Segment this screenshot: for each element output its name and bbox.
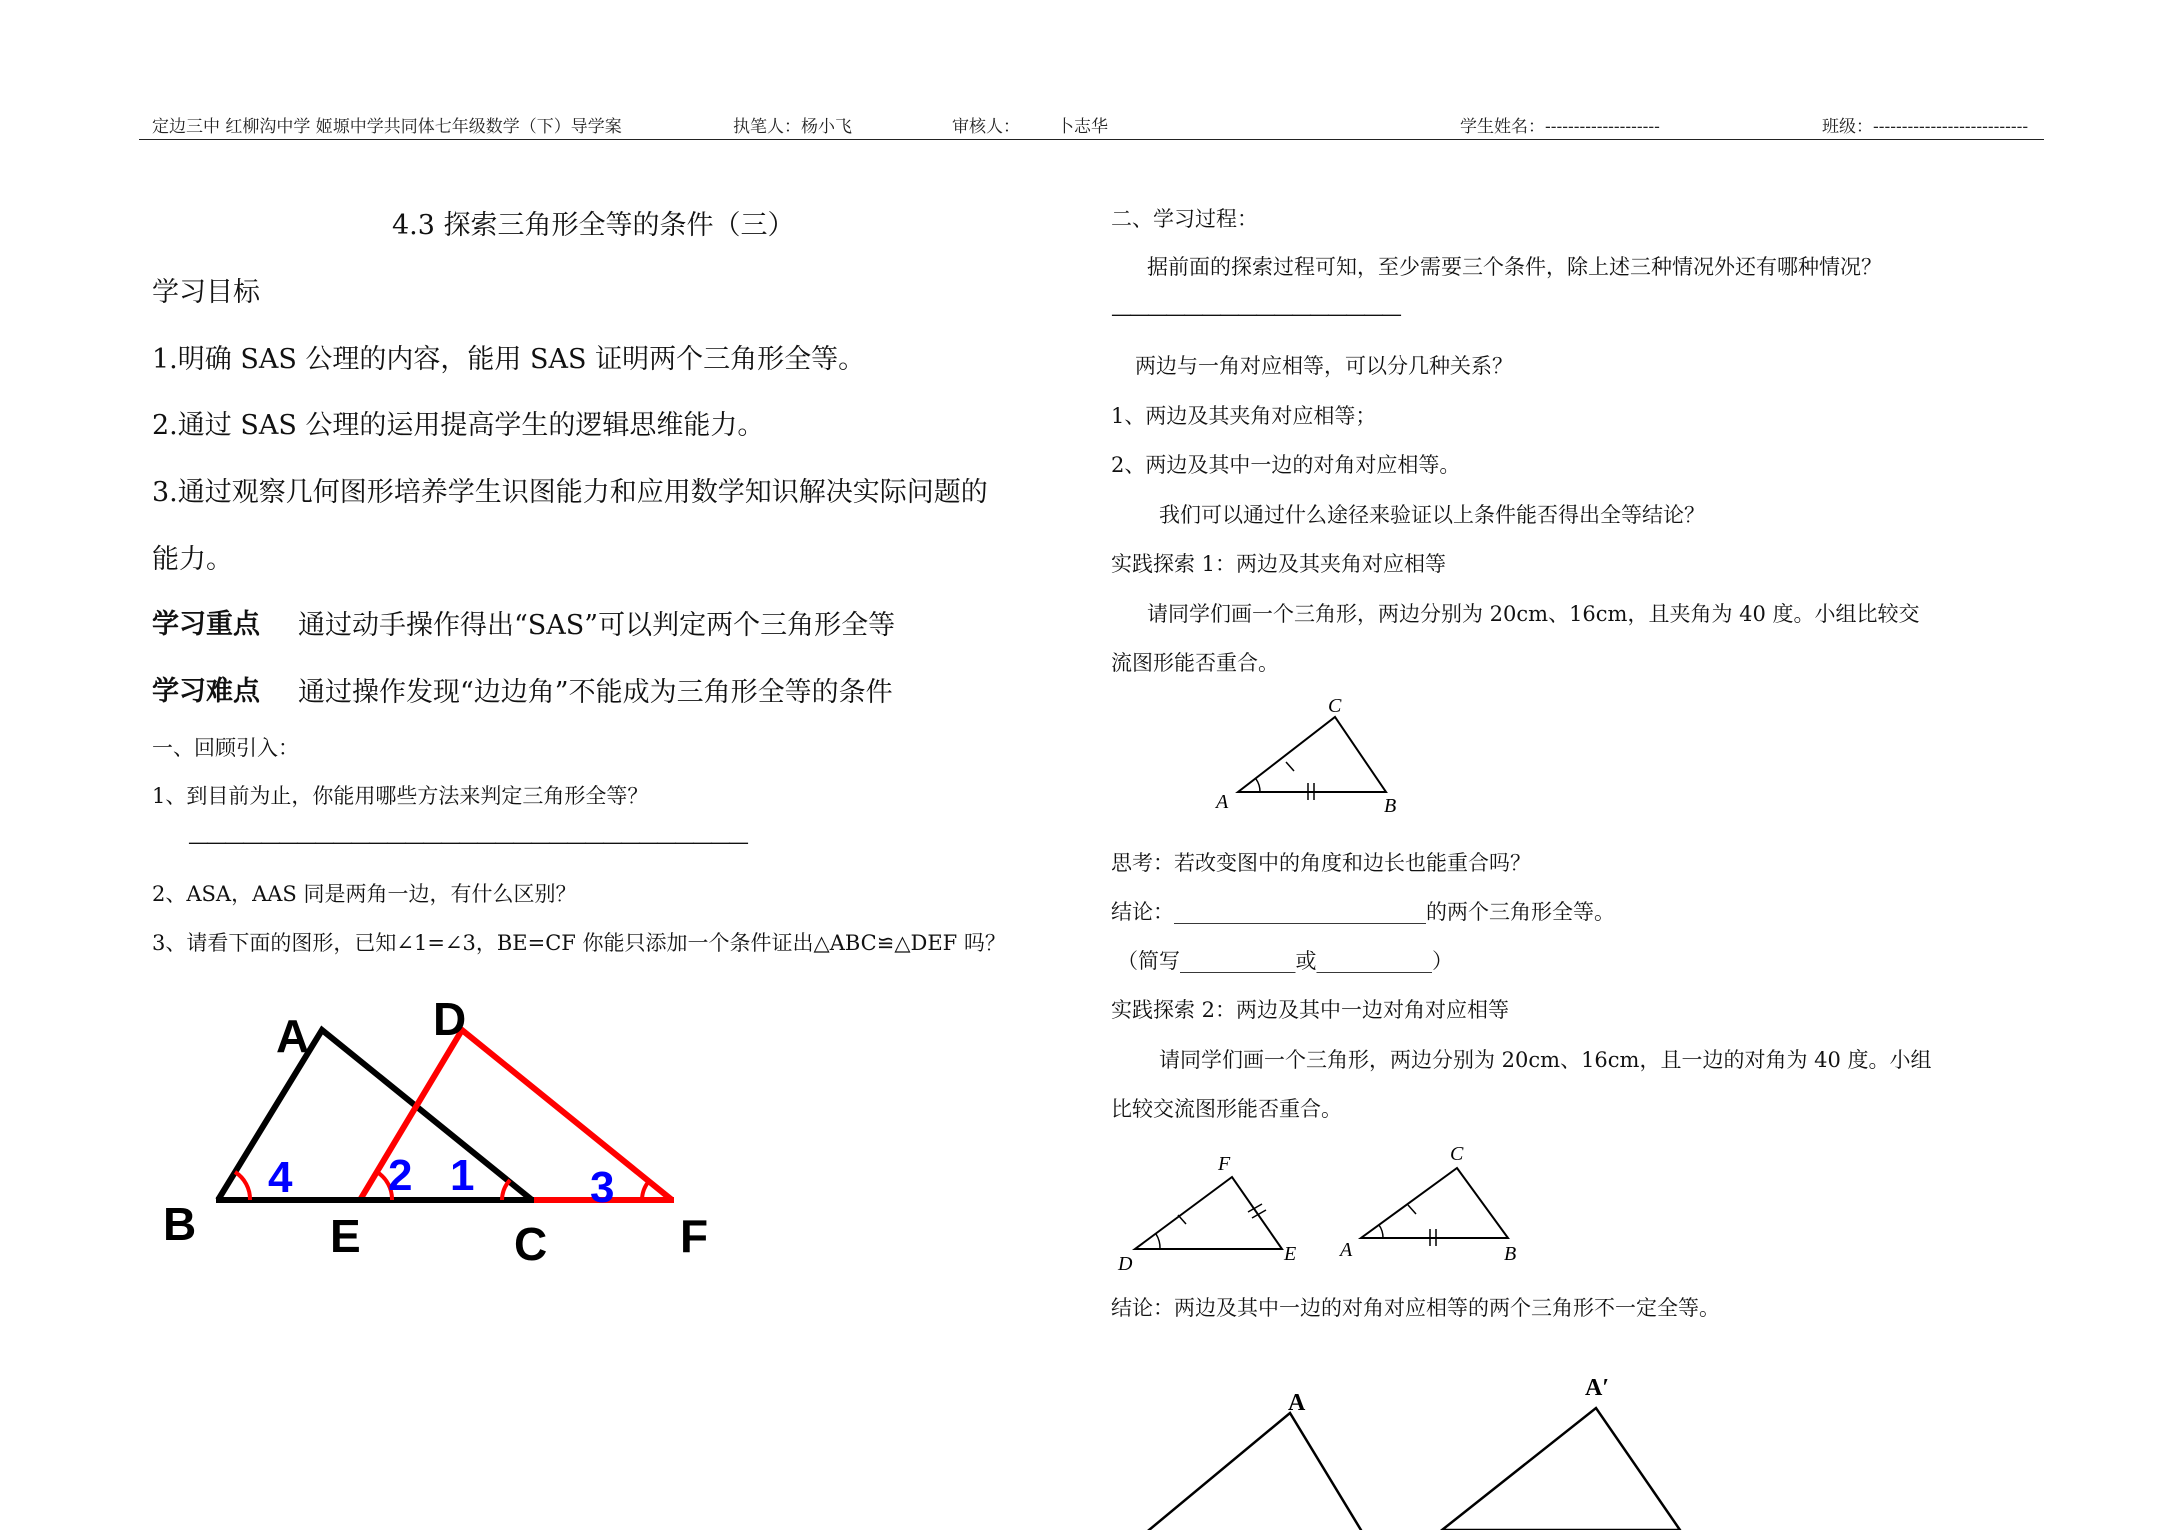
difficulty-text: 通过操作发现“边边角”不能成为三角形全等的条件 [298,677,893,708]
objectives-heading: 学习目标 [152,277,260,308]
fig2-label-B: B [1504,1243,1517,1265]
process-p3: 1、两边及其夹角对应相等； [1111,404,1377,428]
explore-2-line2: 比较交流图形能否重合。 [1111,1097,1342,1121]
fig2-label-E: E [1284,1243,1297,1265]
objective-2: 2.通过 SAS 公理的运用提高学生的逻辑思维能力。 [152,410,765,441]
explore-2-title: 实践探索 2：两边及其中一边对角对应相等 [1111,998,1510,1022]
review-q2: 2、ASA，AAS 同是两角一边，有什么区别？ [152,882,577,906]
review-q1: 1、到目前为止，你能用哪些方法来判定三角形全等？ [152,784,649,808]
review-heading: 一、回顾引入： [152,736,299,760]
angle-number-4: 4 [268,1153,293,1202]
fig3-label-A: A [1288,1390,1306,1416]
header-class: 班级：--------------------------- [1822,117,2029,137]
process-p4: 2、两边及其中一边的对角对应相等。 [1111,453,1461,477]
conclusion-1: 结论：________________________的两个三角形全等。 [1111,900,1615,924]
angle-number-2: 2 [388,1151,413,1200]
label-D: D [433,993,467,1045]
fig1-label-B: B [1384,795,1397,817]
fig2-label-C: C [1450,1143,1464,1165]
review-q3: 3、请看下面的图形，已知∠1=∠3，BE=CF 你能只添加一个条件证出△ABC≌△DEF 吗？ [152,931,1006,955]
header-reviewer-label: 审核人： [952,117,1020,137]
process-p1: 据前面的探索过程可知，至少需要三个条件，除上述三种情况外还有哪种情况？ [1147,255,1882,279]
explore-1-title: 实践探索 1：两边及其夹角对应相等 [1111,552,1447,576]
header-student-name: 学生姓名：-------------------- [1460,117,1660,137]
triangle-a-prime [1442,1408,1680,1530]
process-heading: 二、学习过程： [1111,207,1258,231]
fig2-label-D: D [1118,1253,1133,1275]
explore-2-line1: 请同学们画一个三角形，两边分别为 20cm、16cm，且一边的对角为 40 度。小组 [1159,1048,1932,1072]
label-F: F [680,1210,709,1262]
angle-number-3: 3 [590,1163,615,1212]
key-point-label: 学习重点 [152,609,260,640]
explore-1-line2: 流图形能否重合。 [1111,651,1279,675]
triangle-a-partial [1143,1413,1364,1530]
label-A: A [276,1010,310,1062]
abbreviation-blank: （简写___________或___________） [1117,949,1453,973]
page-title: 4.3 探索三角形全等的条件（三） [392,210,795,241]
think-question: 思考：若改变图中的角度和边长也能重合吗？ [1111,851,1531,875]
conclusion-2: 结论：两边及其中一边的对角对应相等的两个三角形不一定全等。 [1111,1296,1720,1320]
angle-number-1: 1 [450,1151,475,1200]
header-schools: 定边三中 红柳沟中学 姬塬中学共同体七年级数学（下）导学案 [152,117,622,137]
fig2-label-A: A [1340,1239,1353,1261]
label-C: C [514,1218,548,1270]
difficulty-label: 学习难点 [152,676,260,707]
objective-3-cont: 能力。 [152,544,233,575]
fig1-label-C: C [1328,695,1342,717]
header-reviewer-name: 卜志华 [1057,117,1108,137]
process-p5: 我们可以通过什么途径来验证以上条件能否得出全等结论？ [1159,503,1705,527]
key-point-text: 通过动手操作得出“SAS”可以判定两个三角形全等 [298,610,896,641]
label-B: B [163,1198,197,1250]
explore-1-line1: 请同学们画一个三角形，两边分别为 20cm、16cm，且夹角为 40 度。小组比较交 [1147,602,1920,626]
objective-1: 1.明确 SAS 公理的内容，能用 SAS 证明两个三角形全等。 [152,344,866,375]
label-E: E [330,1210,361,1262]
process-p2: 两边与一角对应相等，可以分几种关系？ [1135,354,1513,378]
fig3-label-A-prime: A′ [1585,1375,1610,1401]
header-author: 执笔人：杨小飞 [733,117,852,137]
process-p1-blank: ———————————————— [1111,302,1399,326]
objective-3: 3.通过观察几何图形培养学生识图能力和应用数学知识解决实际问题的 [152,477,988,508]
review-q1-blank: ——————————————————————————————— [188,830,746,854]
fig1-label-A: A [1216,791,1229,813]
fig2-label-F: F [1218,1153,1231,1175]
